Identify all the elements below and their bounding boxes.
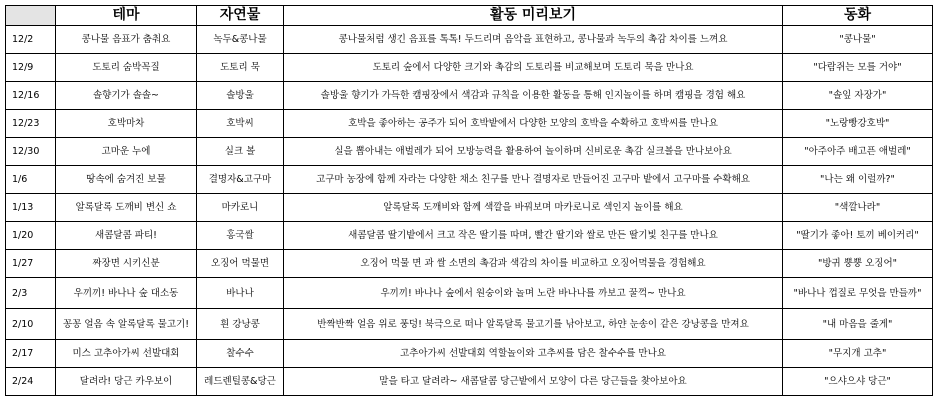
- cell-theme: 짜장면 시키신분: [56, 250, 197, 278]
- cell-nature: 찰수수: [197, 340, 284, 368]
- table-row: [6, 368, 933, 396]
- header-nature: 자연물: [197, 6, 284, 26]
- header-theme: 테마: [56, 6, 197, 26]
- cell-theme: 고마운 누에: [56, 138, 197, 166]
- cell-nature: 바나나: [197, 278, 284, 309]
- cell-story: "나는 왜 이럴까?": [783, 166, 933, 194]
- cell-theme: 달려라! 당근 카우보이: [56, 368, 197, 396]
- table-row: [6, 278, 933, 309]
- table-row: [6, 166, 933, 194]
- cell-nature: 오징어 먹물면: [197, 250, 284, 278]
- cell-date: 1/13: [6, 194, 56, 222]
- cell-nature: 호박씨: [197, 110, 284, 138]
- cell-date: 2/17: [6, 340, 56, 368]
- cell-date: 2/10: [6, 309, 56, 340]
- header-date: [6, 6, 56, 26]
- table-row: [6, 309, 933, 340]
- table-row: [6, 340, 933, 368]
- cell-theme: 땅속에 숨겨진 보물: [56, 166, 197, 194]
- cell-date: 1/20: [6, 222, 56, 250]
- table-row: [6, 110, 933, 138]
- table-row: [6, 250, 933, 278]
- cell-story: "색깔나라": [783, 194, 933, 222]
- table-row: [6, 222, 933, 250]
- cell-date: 2/24: [6, 368, 56, 396]
- cell-date: 12/23: [6, 110, 56, 138]
- cell-nature: 실크 볼: [197, 138, 284, 166]
- table-row: [6, 26, 933, 54]
- cell-preview: 새콤달콤 딸기밭에서 크고 작은 딸기를 따며, 빨간 딸기와 쌀로 만든 딸기빛 친구를 만나요: [284, 222, 783, 250]
- cell-story: "바나나 껍질로 무엇을 만들까": [783, 278, 933, 309]
- cell-nature: 흰 강낭콩: [197, 309, 284, 340]
- cell-story: "무지개 고추": [783, 340, 933, 368]
- cell-date: 12/30: [6, 138, 56, 166]
- cell-story: "아주아주 배고픈 애벌레": [783, 138, 933, 166]
- header-preview: 활동 미리보기: [284, 6, 783, 26]
- cell-preview: 알록달록 도깨비와 함께 색깔을 바꿔보며 마카로니로 색인지 놀이를 해요: [284, 194, 783, 222]
- cell-story: "내 마음을 줄게": [783, 309, 933, 340]
- cell-preview: 호박을 좋아하는 공주가 되어 호박밭에서 다양한 모양의 호박을 수확하고 호박씨를 만나요: [284, 110, 783, 138]
- header-row: [6, 6, 933, 26]
- cell-nature: 결명자&고구마: [197, 166, 284, 194]
- cell-theme: 도토리 숨박꼭질: [56, 54, 197, 82]
- cell-story: "딸기가 좋아! 토끼 베이커리": [783, 222, 933, 250]
- cell-preview: 고추아가씨 선발대회 역할놀이와 고추씨를 담은 찰수수를 만나요: [284, 340, 783, 368]
- cell-theme: 콩나물 음표가 춤춰요: [56, 26, 197, 54]
- cell-preview: 오징어 먹물 면 과 쌀 소면의 촉감과 색감의 차이를 비교하고 오징어먹물을 경험해요: [284, 250, 783, 278]
- cell-date: 12/2: [6, 26, 56, 54]
- cell-theme: 새콤달콤 파티!: [56, 222, 197, 250]
- table-row: [6, 54, 933, 82]
- cell-theme: 꽁꽁 얼음 속 알록달록 물고기!: [56, 309, 197, 340]
- cell-preview: 실을 뽑아내는 애벌레가 되어 모방능력을 활용하여 놀이하며 신비로운 촉감 실크볼을 만나보아요: [284, 138, 783, 166]
- activity-schedule-table: [5, 5, 933, 396]
- cell-nature: 솔방울: [197, 82, 284, 110]
- cell-date: 2/3: [6, 278, 56, 309]
- cell-story: "다람쥐는 모를 거야": [783, 54, 933, 82]
- table-row: [6, 82, 933, 110]
- table-row: [6, 138, 933, 166]
- cell-theme: 솔향기가 솔솔~: [56, 82, 197, 110]
- cell-preview: 고구마 농장에 함께 자라는 다양한 채소 친구를 만나 결명자로 만들어진 고구마 밭에서 고구마를 수확해요: [284, 166, 783, 194]
- cell-preview: 도토리 숲에서 다양한 크기와 촉감의 도토리를 비교해보며 도토리 묵을 만나요: [284, 54, 783, 82]
- cell-nature: 홍국쌀: [197, 222, 284, 250]
- cell-nature: 레드렌틸콩&당근: [197, 368, 284, 396]
- cell-story: "으샤으샤 당근": [783, 368, 933, 396]
- cell-theme: 우끼끼! 바나나 숲 대소동: [56, 278, 197, 309]
- cell-nature: 마카로니: [197, 194, 284, 222]
- cell-preview: 솔방울 향기가 가득한 캠핑장에서 색감과 규칙을 이용한 활동을 통해 인지놀이를 하며 캠핑을 경험 해요: [284, 82, 783, 110]
- cell-nature: 도토리 묵: [197, 54, 284, 82]
- cell-date: 12/9: [6, 54, 56, 82]
- table-row: [6, 194, 933, 222]
- cell-date: 1/6: [6, 166, 56, 194]
- header-story: 동화: [783, 6, 933, 26]
- cell-preview: 반짝반짝 얼음 위로 풍덩! 북극으로 떠나 알록달록 물고기를 낚아보고, 하얀 눈송이 같은 강낭콩을 만져요: [284, 309, 783, 340]
- cell-theme: 호박마차: [56, 110, 197, 138]
- cell-preview: 말을 타고 달려라~ 새콤달콤 당근밭에서 모양이 다른 당근들을 찾아보아요: [284, 368, 783, 396]
- cell-story: "방귀 뿡뿡 오징어": [783, 250, 933, 278]
- cell-nature: 녹두&콩나물: [197, 26, 284, 54]
- cell-preview: 우끼끼! 바나나 숲에서 원숭이와 놀며 노란 바나나를 까보고 꿀꺽~ 만나요: [284, 278, 783, 309]
- cell-date: 1/27: [6, 250, 56, 278]
- cell-story: "솔잎 자장가": [783, 82, 933, 110]
- cell-theme: 미스 고추아가씨 선발대회: [56, 340, 197, 368]
- cell-story: "콩나물": [783, 26, 933, 54]
- cell-theme: 알록달록 도깨비 변신 쇼: [56, 194, 197, 222]
- cell-preview: 콩나물처럼 생긴 음표를 톡톡! 두드리며 음악을 표현하고, 콩나물과 녹두의 촉감 차이를 느껴요: [284, 26, 783, 54]
- cell-story: "노랑빵강호박": [783, 110, 933, 138]
- cell-date: 12/16: [6, 82, 56, 110]
